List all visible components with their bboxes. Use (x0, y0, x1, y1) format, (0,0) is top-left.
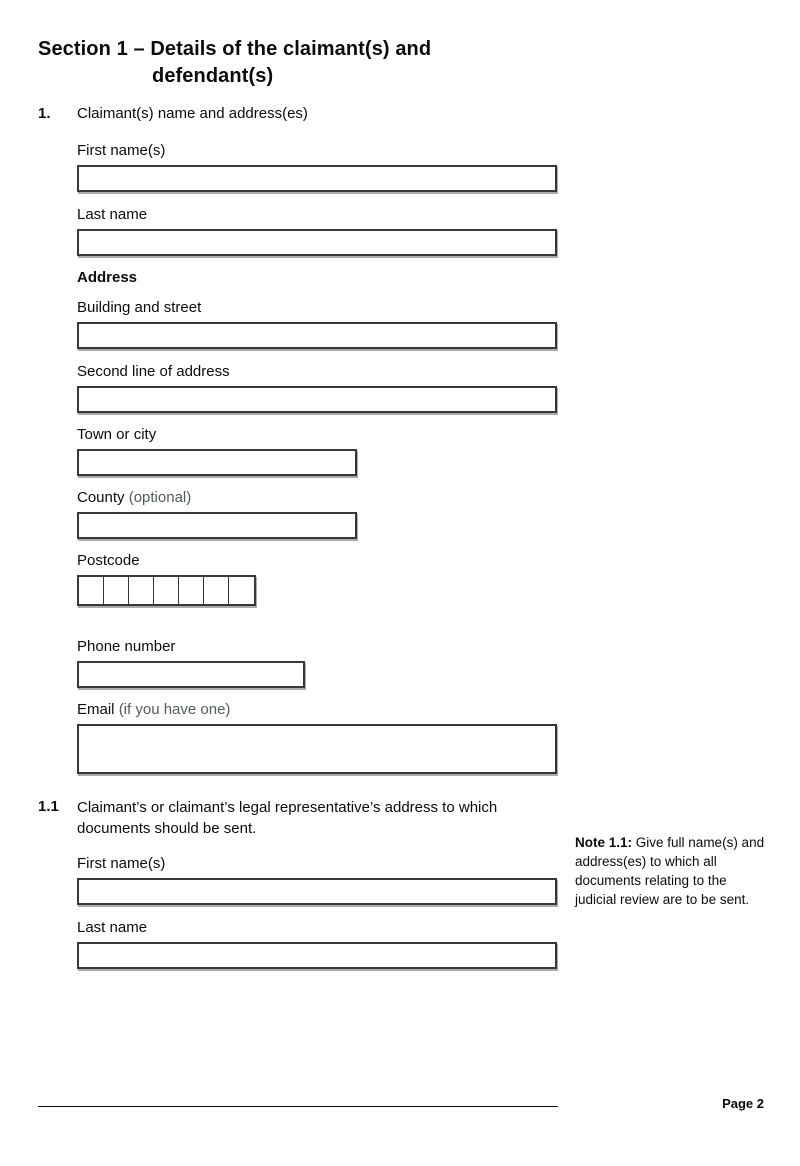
postcode-label: Postcode (77, 552, 140, 569)
last-name-input[interactable] (77, 229, 557, 256)
field-last-name-1 (77, 207, 557, 256)
note-1-1-text: Give full name(s) and address(es) to which all documents relating to the judicial review are to be sent. (575, 835, 765, 907)
postcode-cell[interactable] (229, 577, 254, 604)
field-last-name-2 (77, 920, 557, 969)
postcode-cell[interactable] (154, 577, 179, 604)
second-line-label: Second line of address (77, 363, 230, 380)
first-name-2-input[interactable] (77, 878, 557, 905)
email-optional-text: (if you have one) (118, 701, 231, 718)
field-first-name-1 (77, 143, 557, 192)
postcode-boxes (77, 575, 256, 606)
field-first-name-2 (77, 856, 557, 905)
item-1-1-number: 1.1 (38, 798, 59, 815)
last-name-2-label: Last name (77, 919, 148, 936)
postcode-cell[interactable] (104, 577, 129, 604)
field-county (77, 490, 557, 539)
section-title-line2: defendant(s) (152, 65, 274, 87)
county-optional-text: (optional) (128, 489, 192, 506)
page-number: Page 2 (722, 1096, 764, 1111)
field-town-city (77, 427, 557, 476)
email-label (77, 702, 557, 718)
note-1-1 (575, 833, 771, 909)
email-label-text: Email (77, 701, 115, 718)
field-phone (77, 639, 557, 688)
field-second-line (77, 364, 557, 413)
item-1-number: 1. (38, 105, 51, 122)
county-label (77, 490, 557, 506)
footer-divider (38, 1106, 558, 1107)
phone-label: Phone number (77, 638, 176, 655)
item-1-1-body (77, 797, 557, 969)
phone-input[interactable] (77, 661, 305, 688)
item-1-label: Claimant(s) name and address(es) (77, 105, 308, 122)
item-1-1-label: Claimant’s or claimant’s legal representative’s address to which documents should be sent. (77, 799, 498, 837)
field-email (77, 702, 557, 774)
section-title (38, 36, 800, 90)
note-1-1-title: Note 1.1: (575, 835, 633, 850)
building-street-label: Building and street (77, 299, 202, 316)
section-title-line1: Section 1 – Details of the claimant(s) and (38, 38, 432, 60)
postcode-cell[interactable] (129, 577, 154, 604)
first-name-input[interactable] (77, 165, 557, 192)
field-building-street (77, 300, 557, 349)
postcode-cell[interactable] (79, 577, 104, 604)
county-label-text: County (77, 489, 125, 506)
item-1-body (77, 104, 557, 774)
town-city-input[interactable] (77, 449, 357, 476)
address-heading: Address (77, 269, 138, 286)
postcode-cell[interactable] (204, 577, 229, 604)
second-line-input[interactable] (77, 386, 557, 413)
last-name-2-input[interactable] (77, 942, 557, 969)
postcode-cell[interactable] (179, 577, 204, 604)
first-name-2-label: First name(s) (77, 855, 166, 872)
county-input[interactable] (77, 512, 357, 539)
form-page (0, 36, 800, 1166)
building-street-input[interactable] (77, 322, 557, 349)
field-postcode (77, 553, 557, 606)
last-name-label: Last name (77, 206, 148, 223)
item-1 (38, 104, 800, 774)
town-city-label: Town or city (77, 426, 157, 443)
first-name-label: First name(s) (77, 142, 166, 159)
email-input[interactable] (77, 724, 557, 774)
